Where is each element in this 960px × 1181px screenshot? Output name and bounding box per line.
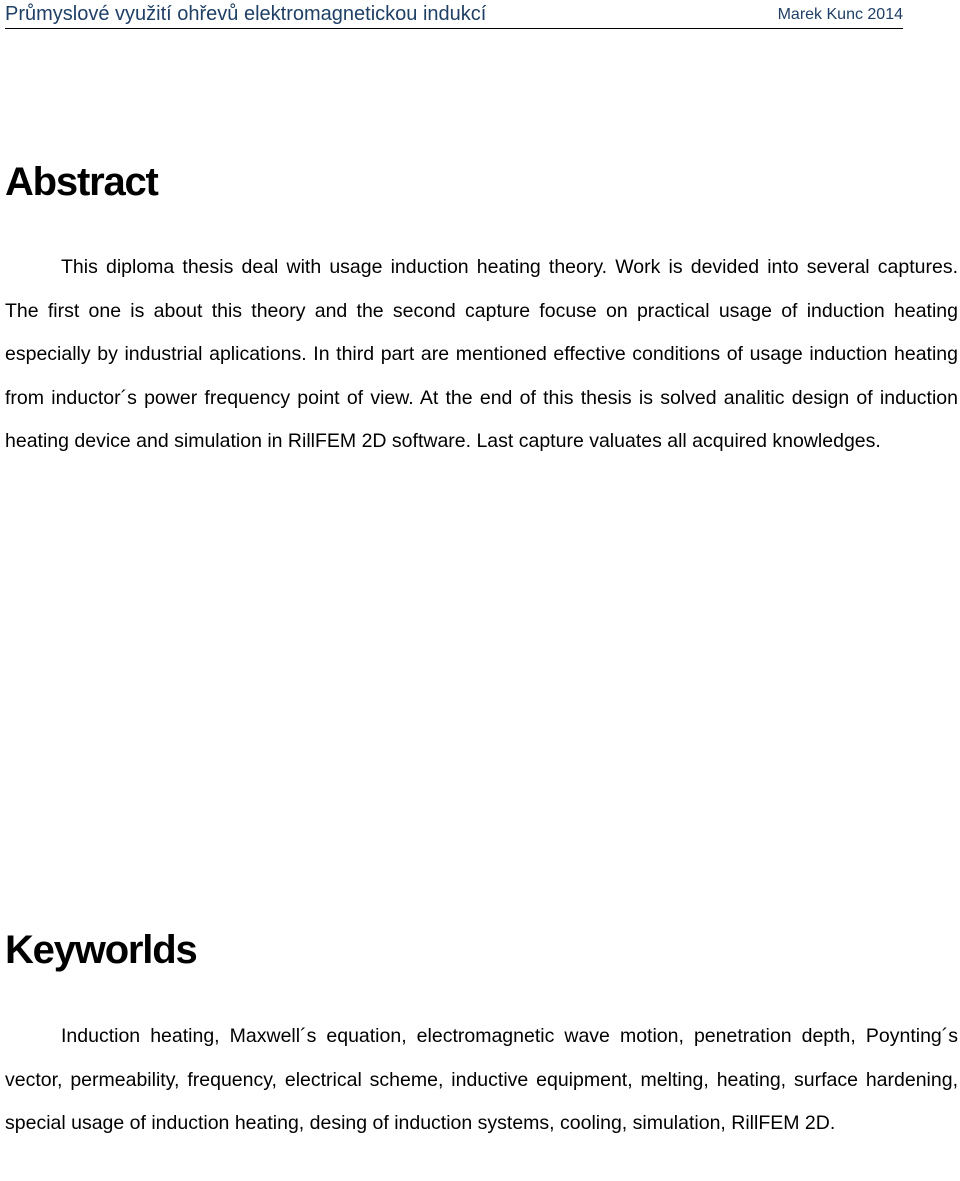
abstract-paragraph: This diploma thesis deal with usage induction heating theory. Work is devided into several captures. The first one is about this theory and the second capture focuse on practical usage of induction heating especially by industrial aplications. In third part are mentioned effective conditions of usage induction heating from inductor´s power frequency point of view. At the end of this thesis is solved analitic design of induction heating device and simulation in RillFEM 2D software. Last capture valuates all acquired knowledges. [5,256,958,453]
header-title: Průmyslové využití ohřevů elektromagnetickou indukcí [5,3,487,25]
header-author: Marek Kunc 2014 [777,6,903,23]
keywords-heading: Keyworlds [5,928,197,972]
keywords-paragraph: Induction heating, Maxwell´s equation, electromagnetic wave motion, penetration depth, Poynting´s vector, permeability, frequency, electrical scheme, inductive equipment, melting, heating, surface hardening, special usage of induction heating, desing of induction systems, cooling, simulation, RillFEM 2D. [5,1025,958,1135]
abstract-heading: Abstract [5,160,158,204]
page-header [5,0,903,29]
